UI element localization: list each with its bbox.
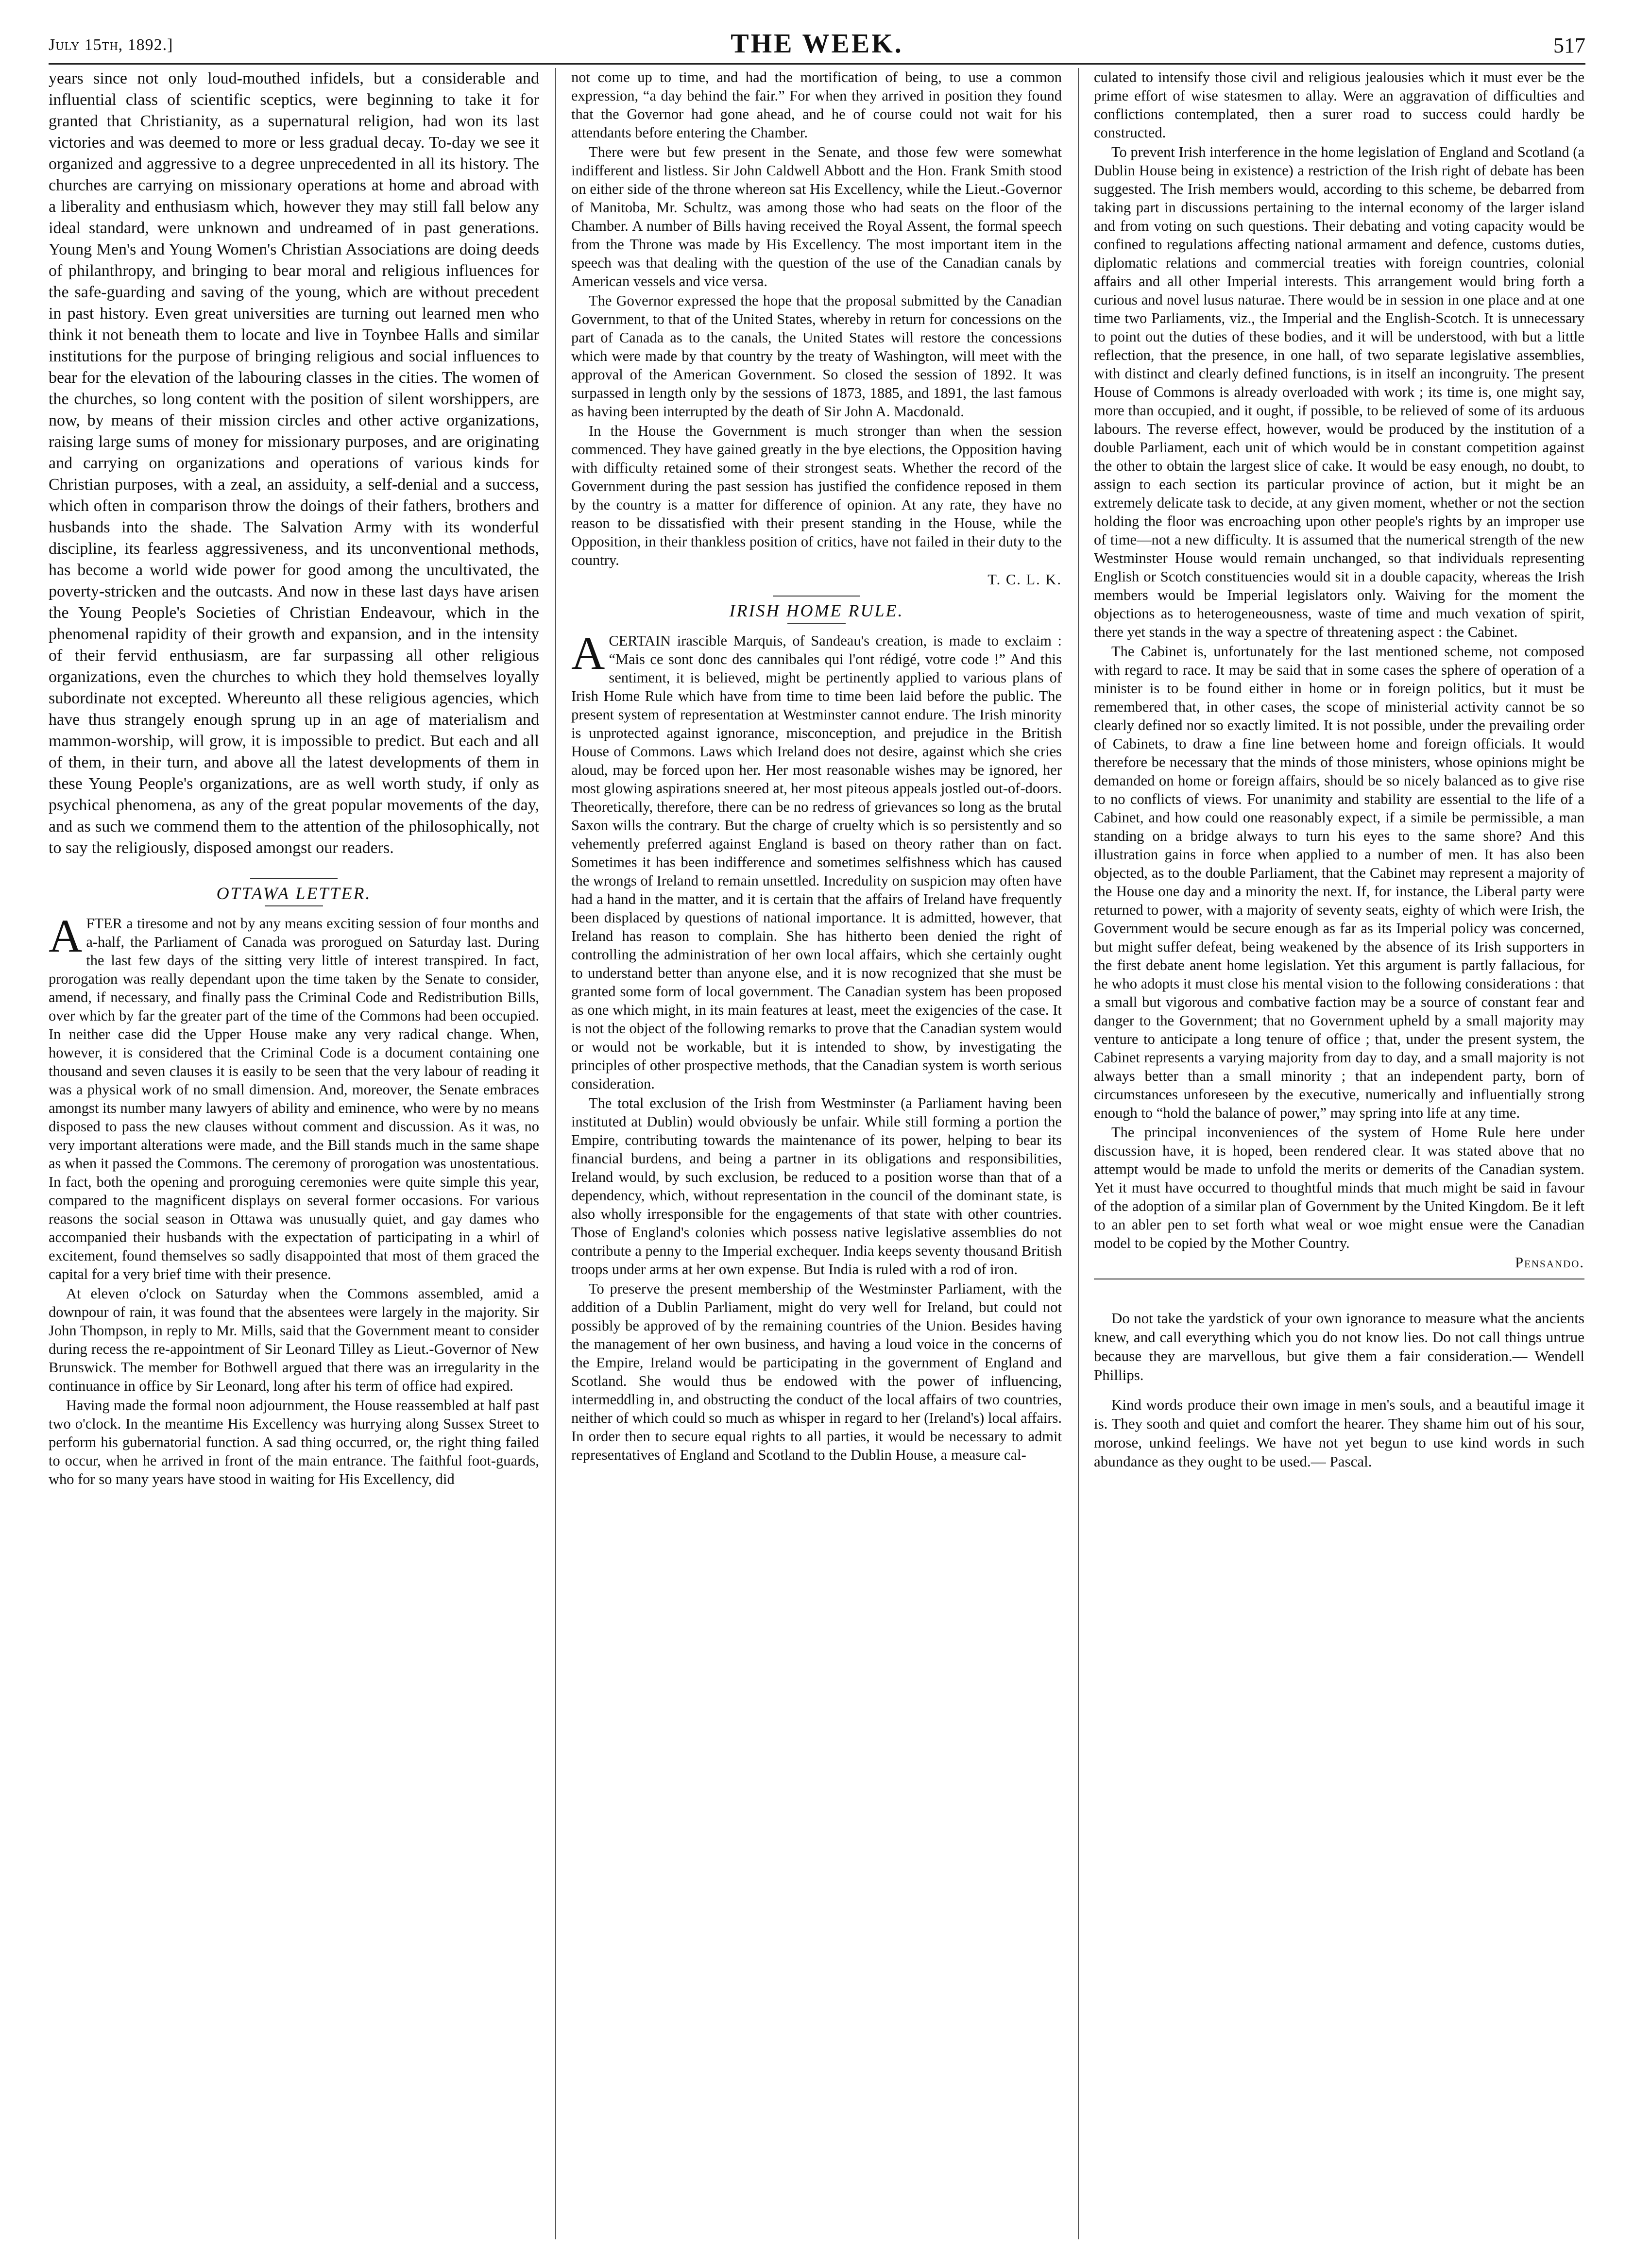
- column-2: [571, 68, 1062, 2244]
- paragraph-text: CERTAIN irascible Marquis, of Sandeau's creation, is made to exclaim : “Mais ce sont donc des cannibales qui l'ont rédigé, votre code !” And this sentiment, it is believed, might be pertinently applied to various plans of Irish Home Rule which have from time to time been laid before the public. The present system of representation at Westminster cannot endure. The Irish minority is unprotected against ignorance, misconception, and prejudice in the British House of Commons. Laws which Ireland does not desire, against which she cries aloud, may be forced upon her. Her most reasonable wishes may be ignored, her most glowing aspirations sneered at, her most piteous appeals jostled out-of-doors. Theoretically, therefore, there can be no redress of grievances so long as the brutal Saxon wills the contrary. But the charge of cruelty which is so persistently and so vehemently preferred against England is based on theory rather than on fact. Sometimes it has been indifference and sometimes selfishness which has caused the wrongs of Ireland to remain unsettled. Incredulity on suspicion may often have had a hand in the matter, and it is certain that the affairs of Ireland have frequently been displaced by questions of national importance. It is admitted, however, that Ireland has reason to complain. She has hitherto been denied the right of controlling the administration of her own local affairs, which she certainly ought to understand better than anyone else, and it is now recognized that she must be granted some form of local government. The Canadian system has been proposed as one which might, in its main features at least, meet the exigencies of the case. It is not the object of the following remarks to prove that the Canadian system would or would not be workable, but it is intended to show, by investigating the principles of other prospective methods, that the Canadian system is worth serious consideration.: [571, 632, 1062, 1092]
- section-rule: [250, 878, 338, 879]
- quotation: Do not take the yardstick of your own ignorance to measure what the ancients knew, and call everything which you do not know lies. Do not call things untrue because they are marvellous, but give them a fair consideration.— Wendell Phillips.: [1094, 1310, 1584, 1383]
- issue-date: July 15th, 1892.]: [49, 36, 173, 54]
- article-paragraph: [49, 910, 539, 1283]
- article-paragraph: To preserve the present membership of the Westminster Parliament, with the addition of a Dublin Parliament, might do very well for Ireland, but could not possibly be approved of by the remaining countries of the Union. Besides having the management of her own business, and having a loud voice in the concerns of the Empire, Ireland would be participating in the government of England and Scotland. She would thus be endowed with the power of influencing, intermeddling in, and obstructing the conduct of the local affairs of two countries, neither of which could so much as whisper in regard to her (Ireland's) local affairs. In order then to secure equal rights to all parties, it would be necessary to admit representatives of England and Scotland to the Dublin House, a measure cal-: [571, 1280, 1062, 1463]
- column-divider: [555, 68, 556, 2239]
- article-paragraph: There were but few present in the Senate, and those few were somewhat indifferent and listless. Sir John Caldwell Abbott and the Hon. Frank Smith stood on either side of the throne whereon sat His Excellency, while the Lieut.-Governor of Manitoba, Mr. Schultz, was among those who had seats on the floor of the Chamber. A number of Bills having received the Royal Assent, the formal speech from the Throne was made by His Excellency. The most important item in the speech was that dealing with the question of the use of the Canadian canals by American vessels and vice versa.: [571, 144, 1062, 290]
- column-1: [49, 68, 539, 2244]
- author-signature: Pensando.: [1515, 1254, 1584, 1271]
- article-paragraph: To prevent Irish interference in the home legislation of England and Scotland (a Dublin House being in existence) a restriction of the Irish right of debate has been suggested. The Irish members would, according to this scheme, be debarred from taking part in discussions pertaining to the internal economy of the larger island and from voting on such questions. Their debating and voting capacity would be confined to regulations affecting national armament and defence, customs duties, diplomatic relations and commercial treaties with foreign countries, colonial affairs and all other Imperial interests. This arrangement would bring forth a curious and novel lusus naturae. There would be in session in one place and at one time two Parliaments, viz., the Imperial and the English-Scotch. It is unnecessary to point out the duties of these bodies, and it will be understood, with but a little reflection, that the presence, in one hall, of two separate legislative assemblies, with distinct and clearly defined functions, is in itself an incongruity. The present House of Commons is already overloaded with work ; its time is, one might say, more than occupied, and it ought, if possible, to be relieved of some of its arduous labours. The reverse effect, however, would be produced by the institution of a double Parliament, each unit of which would be in constant competition against the other to obtain the largest slice of cake. It would be easy enough, no doubt, to assign to each section its particular province of action, but it might be an extremely delicate task to decide, at any given moment, whether or not the section holding the floor was encroaching upon other people's rights by an improper use of time—not a new difficulty. It is assumed that the numerical strength of the new Westminster House would remain unchanged, so that individuals representing English or Scotch constituencies would sit in a double capacity, whereas the Irish members would be Imperial legislators only. Waiving for the moment the objections as to heterogeneousness, waste of time and much vexation of spirit, there yet stands in the way a spectre of threatening aspect : the Cabinet.: [1094, 144, 1584, 640]
- page-number: 517: [1553, 34, 1585, 57]
- column-divider: [1078, 68, 1079, 2239]
- article-paragraph: At eleven o'clock on Saturday when the Commons assembled, amid a downpour of rain, it was found that the absentees were largely in the majority. Sir John Thompson, in reply to Mr. Mills, said that the Government meant to consider during recess the re-appointment of Sir Leonard Tilley as Lieut.-Governor of New Brunswick. The member for Bothwell argued that there was an irregularity in the continuance in office by Sir Leonard, long after his term of office had expired.: [49, 1285, 539, 1394]
- paragraph-text: FTER a tiresome and not by any means exciting session of four months and a-half, the Parliament of Canada was prorogued on Saturday last. During the last few days of the sitting very little of interest transpired. In fact, prorogation was really dependant upon the time taken by the Senate to consider, amend, if necessary, and finally pass the Criminal Code and Redistribution Bills, over which by far the greater part of the time of the Commons had been occupied. In neither case did the Upper House make any very radical change. When, however, it is considered that the Criminal Code is a document containing one thousand and seven clauses it is easily to be seen that the very labour of reading it was a physical work of no small dimension. And, moreover, the Senate embraces amongst its number many lawyers of ability and eminence, who were by no means disposed to pass the new clauses without comment and discussion. As it was, no very important alterations were made, and the Bill stands much in the same shape as when it passed the Commons. The ceremony of prorogation was unostentatious. In fact, both the opening and proroguing ceremonies were quite simple this year, compared to the magnificent displays on several former occasions. For various reasons the social season in Ottawa was unusually quiet, and gay dames who accompanied their husbands with the expectation of participating in a whirl of excitement, found themselves so sadly disappointed that most of them graced the capital for a very brief time with their presence.: [49, 915, 539, 1282]
- page-header: [49, 28, 1585, 62]
- article-paragraph: The total exclusion of the Irish from Westminster (a Parliament having been instituted at Dublin) would obviously be unfair. While still forming a portion the Empire, contributing towards the maintenance of its power, helping to bear its financial burdens, and being a partner in its obligations and responsibilities, Ireland would, by such exclusion, be reduced to a position worse than that of a dependency, which, without representation in the council of the dominant state, is also wholly irresponsible for the engagements of that state with other countries. Those of England's colonies which possess native legislative assemblies do not contribute a penny to the Imperial exchequer. India keeps seventy thousand British troops under arms at her own expense. But India is ruled with a rod of iron.: [571, 1095, 1062, 1278]
- quotation: Kind words produce their own image in men's souls, and a beautiful image it is. They sooth and quiet and comfort the hearer. They shame him out of his sour, morose, unkind feelings. We have not yet begun to use kind words in such abundance as they ought to be used.— Pascal.: [1094, 1396, 1584, 1470]
- header-rule: [49, 63, 1585, 65]
- quotations: [1094, 1309, 1584, 1471]
- article-paragraph: The principal inconveniences of the system of Home Rule here under discussion have, it is hoped, been rendered clear. It was stated above that no attempt would be made to unfold the merits or demerits of the Canadian system. Yet it must have occurred to thoughtful minds that much might be said in favour of the adoption of a similar plan of Government by the United Kingdom. Be it left to an abler pen to set forth what weal or woe might ensue were the Canadian model to be copied by the Mother Country.: [1094, 1124, 1584, 1251]
- article-paragraph: not come up to time, and had the mortification of being, to use a common expression, “a day behind the fair.” For when they arrived in position they found that the Governor had gone ahead, and he of course could not wait for his attendants before entering the Chamber.: [571, 69, 1062, 141]
- article-paragraph: [571, 627, 1062, 1093]
- section-rule: [773, 596, 860, 597]
- publication-title: THE WEEK.: [731, 29, 903, 59]
- section-rule: [265, 905, 323, 906]
- article-paragraph: Having made the formal noon adjournment, the House reassembled at half past two o'clock. In the meantime His Excellency was hurrying along Sussex Street to perform his gubernatorial function. A sad thing occurred, or, the right thing failed to occur, when he arrived in front of the main entrance. The faithful foot-guards, who for so many years have stood in waiting for His Excellency, did: [49, 1397, 539, 1487]
- section-title-irish-home-rule: IRISH HOME RULE.: [729, 601, 904, 620]
- article-paragraph: The Governor expressed the hope that the proposal submitted by the Canadian Government, to that of the United States, whereby in return for concessions on the part of Canada as to the canals, the United States will restore the concessions which were made by that country by the treaty of Washington, will meet with the approval of the American Government. So closed the session of 1892. It was surpassed in length only by the sessions of 1873, 1885, and 1891, the last famous as having been interrupted by the death of Sir John A. Macdonald.: [571, 292, 1062, 420]
- article-paragraph: In the House the Government is much stronger than when the session commenced. They have gained greatly in the bye elections, the Opposition having with difficulty retained some of their strongest seats. Whether the record of the Government during the past session has justified the confidence reposed in them by the country is a matter for difference of opinion. At any rate, they have no reason to be dissatisfied with their present standing in the House, while the Opposition, in their thankless position of critics, have not failed in their duty to the country.: [571, 423, 1062, 568]
- drop-cap: A: [571, 627, 605, 679]
- author-signature: T. C. L. K.: [987, 571, 1062, 588]
- article-paragraph: The Cabinet is, unfortunately for the last mentioned scheme, not composed with regard to race. It may be said that in some cases the sphere of operation of a minister is to be found either in home or in foreign politics, but it must be remembered that, in other cases, the scope of ministerial activity cannot be so clearly defined nor so exactly limited. It is not possible, under the prevailing order of Cabinets, to draw a fine line between home and foreign officials. It would therefore be necessary that the minds of those ministers, whose opinions might be demanded on home or foreign affairs, should be so nicely balanced as to give rise to no conflicts of views. For unanimity and stability are essential to the life of a Cabinet, and how could one reasonably expect, if a simile be permissible, a man standing on a bridge always to turn his eyes to the same shore? And this illustration gains in force when applied to a number of men. It has also been objected, as to the double Parliament, that the Cabinet may represent a majority of the House one day and a minority the next. If, for instance, the Liberal party were returned to power, with a majority of seventy seats, eighty of which were Irish, the Government would be secure enough as far as its Imperial policy was concerned, but might suffer defeat, being weakened by the absence of its Irish supporters in the first debate anent home legislation. Yet this argument is partly fallacious, for he who adopts it must close his mental vision to the following considerations : that a small but vigorous and combative faction may be a source of constant fear and danger to the Government; that no Government upheld by a small majority may venture to anticipate a long tenure of office ; that, under the present system, the Cabinet represents a varying majority from day to day, and a small majority is not always better than a small minority ; that an independent party, born of circumstances unforeseen by the executive, numerically and influentially strong enough to “hold the balance of power,” may spring into life at any time.: [1094, 643, 1584, 1121]
- article-paragraph: years since not only loud-mouthed infidels, but a considerable and influential class of scientific sceptics, were beginning to take it for granted that Christianity, as a supernatural religion, had won its last victories and was deemed to more or less gradual decay. To-day we see it organized and aggressive to a degree unprecedented in all its history. The churches are carrying on missionary operations at home and abroad with a liberality and enthusiasm which, however they may still fall below any ideal standard, were unknown and undreamed of in past generations. Young Men's and Young Women's Christian Associations are doing deeds of philanthropy, and bringing to bear moral and religious influences for the safe-guarding and saving of the young, which are without precedent in past history. Even great universities are turning out learned men who think it not beneath them to locate and live in Toynbee Halls and similar institutions for the purpose of bringing religious and social influences to bear for the elevation of the labouring classes in the cities. The women of the churches, so long content with the position of silent worshippers, are now, by means of their mission circles and other active organizations, raising large sums of money for missionary purposes, and are originating and carrying on organizations and operations of various kinds for Christian purposes, with a zeal, an assiduity, a self-denial and a success, which often in comparison throw the doings of their fathers, brothers and husbands into the shade. The Salvation Army with its wonderful discipline, its fearless aggressiveness, and its unconventional methods, has become a world wide power for good among the uncultivated, the poverty-stricken and the outcasts. And now in these last days have arisen the Young People's Societies of Christian Endeavour, which in the phenomenal rapidity of their growth and expansion, and in the intensity of their fervid enthusiasm, are far surpassing all other religious organizations, even the churches to which they hold themselves loyally subordinate not excepted. Whereunto all these religious agencies, which have thus strangely enough sprung up in an age of materialism and mammon-worship, will grow, it is impossible to predict. But each and all of them, in their turn, and above all the latest developments of them in these Young People's organizations, are as well worth study, if only as psychical phenomena, as any of the great popular movements of the day, and as such we commend them to the attention of the philosophically, not to say the religiously, disposed amongst our readers.: [49, 69, 539, 857]
- column-3: [1094, 68, 1584, 2244]
- section-title-ottawa-letter: OTTAWA LETTER.: [216, 884, 372, 903]
- article-paragraph: culated to intensify those civil and religious jealousies which it must ever be the prime effort of wise statesmen to allay. Were an aggravation of difficulties and conflictions contemplated, then a surer road to success could hardly be constructed.: [1094, 69, 1584, 141]
- drop-cap: A: [49, 910, 83, 962]
- section-rule: [787, 623, 846, 624]
